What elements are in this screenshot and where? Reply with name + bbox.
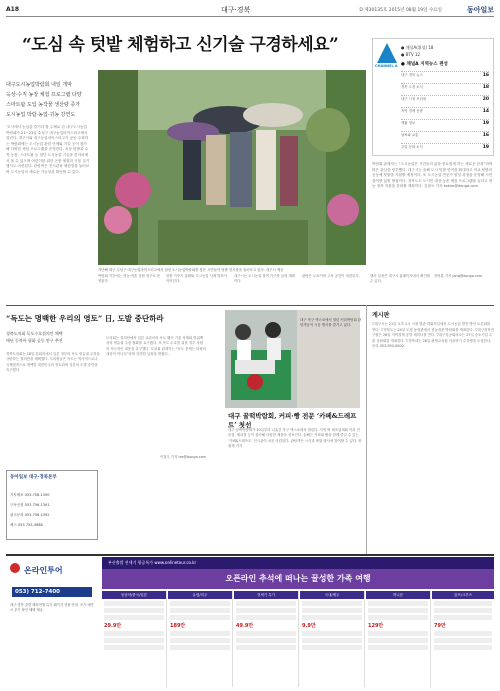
ad-price: 79만 bbox=[434, 623, 446, 629]
ad-product-column[interactable] bbox=[300, 591, 365, 687]
page-number: A18 bbox=[6, 6, 19, 13]
ad-price: 29.9만 bbox=[104, 623, 122, 629]
channel-a-logo-text: CHANNEL A bbox=[375, 64, 398, 68]
ad-product-column[interactable] bbox=[102, 591, 167, 687]
schedule-row[interactable] bbox=[401, 107, 489, 115]
story1-photo bbox=[98, 70, 366, 265]
story1-subhead: 스마트팜 도입 농작물 생산량 증가 bbox=[6, 102, 80, 108]
story2-body-column: 도의회는 결의안에서 일본 교과서의 독도 왜곡 기술 삭제와 방위백서의 영유권 주장 철회를 요구했다. 또 독도 수호를 위한 정부 차원의 적극적인 대응을 촉구했다. 도의회 관계자는 “독도 문제는 타협의 대상이 아니다”라며 강경한 입장을 밝혔다. bbox=[106, 336, 206, 357]
travel-advertisement[interactable] bbox=[6, 557, 494, 687]
schedule-number: 20 bbox=[482, 97, 489, 102]
ad-price: 189만 bbox=[170, 623, 186, 629]
ad-product-column[interactable] bbox=[168, 591, 233, 687]
story1-subhead: 옥상·수직 농장 체험 프로그램 다양 bbox=[6, 92, 82, 98]
channel-number: ● BTV 12 bbox=[401, 52, 421, 57]
story1-column-text: 행사 일정은 대구시 홈페이지에서 확인할 수 있다. bbox=[370, 274, 430, 284]
ad-left-panel bbox=[6, 557, 98, 687]
story1-body: ‘도시에서 농업을 즐기다’를 주제로 한 대구도시농업박람회가 21~23일 수성구 대구농업마이스터고에서 열린다. 대구시와 대구농업마이스터고가 공동 주최하는 박람회에는 도시농업 관련 단체와 기업 등이 참가해 다양한 체험 프로그램을 운영한다. 옥상 텃밭과 수직 농장, 스마트팜 등 첨단 도시농업 기술을 한자리에서 볼 수 있으며 어린이를 위한 곤충 체험과 식물 심기 행사도 마련된다. 관람객은 전시관과 체험장을 둘러보며 도시농업의 새로운 가능성을 확인할 수 있다. bbox=[6, 125, 90, 174]
notice-board-body: ▽대구시는 21일 오후 2시 시청 별관 대회의실에서 도시농업 발전 방안 토론회를 연다. ▽경북도는 24일 도청 동락관에서 귀농귀촌 박람회를 개최한다. ▽대구경북연구원은 26일 지역경제 동향 세미나를 연다. ▽대구상공회의소는 27일 중소기업 수출 상담회를 개최한다. ▽경북대는 28일 평생교육원 가을학기 수강생을 모집한다. 문의 053-950-0000 bbox=[372, 322, 494, 349]
schedule-row[interactable] bbox=[401, 143, 489, 151]
notice-board-title: 게시판 bbox=[372, 312, 390, 319]
column-divider bbox=[366, 305, 367, 555]
channel-subtitle: ● 채널A 지역뉴스 편성 bbox=[401, 62, 448, 67]
ad-price: 129만 bbox=[368, 623, 384, 629]
story3-headline[interactable]: 대구 꿀떡박람회, 커피·빵 전문 ‘카페&드레프트’ 첫선 bbox=[228, 412, 357, 429]
ad-product-column[interactable] bbox=[366, 591, 431, 687]
contact-box-title: 동아일보 대구·경북본부 bbox=[10, 475, 57, 480]
story1-subheads bbox=[6, 80, 90, 120]
ad-banner-headline[interactable]: 오픈라인 추석에 떠나는 꿀성한 가족 여행 bbox=[102, 569, 494, 589]
story2-headline[interactable]: “독도는 명백한 우리의 영토” 日, 도발 중단하라 bbox=[6, 314, 164, 323]
ad-top-strip[interactable]: 부산출발 전세기 항공특가 www.onlinetour.co.kr bbox=[102, 557, 494, 569]
schedule-label: 날씨와 교통 bbox=[401, 133, 419, 137]
story2-subhead: 매년 동북아 평화 공동 연구 추진 bbox=[6, 338, 63, 343]
ad-column-header: 전세기 특가 bbox=[234, 591, 298, 599]
story1-headline[interactable]: “도심 속 텃밭 체험하고 신기술 구경하세요” bbox=[22, 35, 339, 55]
channel-a-schedule-box bbox=[372, 38, 494, 156]
schedule-label: 대구 시정 브리핑 bbox=[401, 97, 427, 101]
channel-a-logo-icon bbox=[377, 43, 397, 63]
story3-caption: 대구 북구 엑스코에서 열린 커피박람회 관람객들이 시음 행사를 즐기고 있다. bbox=[300, 318, 362, 328]
schedule-row[interactable] bbox=[401, 119, 489, 127]
schedule-label: 대구 경북 뉴스 bbox=[401, 73, 423, 77]
contact-line: 광고문의 053-756-1392 bbox=[10, 513, 50, 517]
ad-divider bbox=[6, 554, 494, 556]
story1-column-text: 관람은 무료이며 주차 공간이 마련된다. bbox=[302, 274, 360, 278]
ad-product-column[interactable] bbox=[432, 591, 494, 687]
ad-brand-logo[interactable]: 온라인투어 bbox=[24, 566, 63, 575]
schedule-label: 경북 도정 소식 bbox=[401, 85, 423, 89]
ad-phone-number[interactable]: 053) 712-7400 bbox=[12, 587, 92, 597]
schedule-row[interactable] bbox=[401, 83, 489, 91]
ad-column-header: 동남아/중국/일본 bbox=[102, 591, 166, 599]
schedule-label: 생활 정보 bbox=[401, 121, 416, 125]
ad-price: 9.9만 bbox=[302, 623, 316, 629]
schedule-row[interactable] bbox=[401, 95, 489, 103]
issue-date: D 제30135호 2015년 08월 19일 수요일 bbox=[359, 8, 442, 13]
schedule-number: 19 bbox=[482, 145, 489, 150]
channel-number: ● 채널A(위성) 18 bbox=[401, 45, 434, 50]
ad-column-header: 국내/제주 bbox=[300, 591, 364, 599]
ad-column-header: 골프/크루즈 bbox=[432, 591, 494, 599]
contact-line: 팩스 053-753-4988 bbox=[10, 523, 43, 527]
schedule-number: 14 bbox=[482, 109, 489, 114]
story1-column-text: 텃밭 가꾸기 강좌와 도시농업 사례 발표가 이어진다. bbox=[166, 274, 228, 284]
story2-byline: 이철우 기자 lee@donga.com bbox=[160, 455, 206, 459]
garden-crowd-image bbox=[98, 70, 366, 265]
schedule-number: 16 bbox=[482, 133, 489, 138]
section-title: 대구·경북 bbox=[221, 6, 251, 14]
schedule-row[interactable] bbox=[401, 71, 489, 79]
schedule-row[interactable] bbox=[401, 131, 489, 139]
ad-product-column[interactable] bbox=[234, 591, 299, 687]
schedule-label: 주말 문화 소식 bbox=[401, 145, 423, 149]
page-header bbox=[6, 5, 494, 17]
schedule-number: 16 bbox=[482, 73, 489, 78]
schedule-number: 19 bbox=[482, 121, 489, 126]
story3-body: 대구 꿀떡박람회가 20일부터 나흘간 북구 엑스코에서 열린다. 지역 떡 제조업체와 커피 전문점, 제과점 등이 참가해 다양한 제품을 선보인다. 올해는 커피와 빵을 함께 즐길 수 있는 ‘카페&드레프트’ 전시관이 처음 마련된다. 관람객은 시식과 체험 행사에 참여할 수 있다. 장원재 기자 bbox=[228, 428, 362, 449]
ad-left-body: 대구·경북 출발 해외여행 특가 패키지 상품 안내. 조기 예약 시 추가 할인 혜택 제공. bbox=[10, 603, 94, 613]
ad-column-header: 유럽/미주 bbox=[168, 591, 232, 599]
story1-byline: 장영훈 기자 jang@donga.com bbox=[434, 274, 483, 278]
story2-body: 경북도의회는 18일 본회의에서 일본 정부의 독도 영유권 주장을 규탄하는 결의안을 채택했다. 도의원들은 독도는 역사적으로나 국제법적으로 명백한 대한민국의 영토라며 일본의 도발 중단을 촉구했다. bbox=[6, 352, 100, 373]
donga-contact-box bbox=[6, 470, 98, 540]
story1-column-text: 대구시는 도시농업 참여 가구를 늘릴 계획이다. bbox=[234, 274, 296, 284]
schedule-number: 18 bbox=[482, 85, 489, 90]
section-divider bbox=[6, 305, 494, 306]
story1-columns bbox=[98, 274, 498, 302]
ad-product-grid bbox=[102, 591, 494, 687]
story1-column-text: 박람회 기간에는 귀농·귀촌 상담 창구도 운영된다. bbox=[98, 274, 161, 284]
schedule-label: 지역 경제 동향 bbox=[401, 109, 423, 113]
story2-subhead: 경북도의회 독도수호결의안 채택 bbox=[6, 331, 63, 336]
story1-subhead: 대구도시농업박람회 내일 개막 bbox=[6, 82, 72, 88]
story1-caption: 지난해 대구 수성구 대구농업마이스터고에서 열린 도시농업박람회를 찾은 시민들이 텃밭 전시장을 둘러보고 있다. 대구시 제공 bbox=[98, 268, 284, 272]
contact-line: 구독신청 053-756-1391 bbox=[10, 503, 50, 507]
ad-price: 49.9만 bbox=[236, 623, 254, 629]
story1-continued-body: 박람회 관계자는 “도시농업은 시민들의 삶을 풍요롭게 하는 새로운 문화”라며 많은 관심을 당부했다. 대구시는 올해 도시 텃밭 면적을 확대하고 학교 텃밭과 공동체 텃밭을 지원할 예정이다. 또 도시농업 전문가 양성 과정을 운영해 시민 참여를 넓힐 방침이다. 경북도도 도시민 대상 농촌 체험 프로그램을 늘리고 귀농 정착 지원을 강화할 계획이다. 김광오 기자 kokim@donga.com bbox=[372, 162, 493, 189]
contact-line: 기사제보 053-756-1390 bbox=[10, 493, 50, 497]
brand-badge-icon bbox=[10, 563, 20, 573]
story1-subhead: 도시농업 박람·농업·귀농 강연도 bbox=[6, 112, 76, 118]
ad-column-header: 허니문 bbox=[366, 591, 430, 599]
newspaper-logo: 동아일보 bbox=[466, 6, 494, 14]
